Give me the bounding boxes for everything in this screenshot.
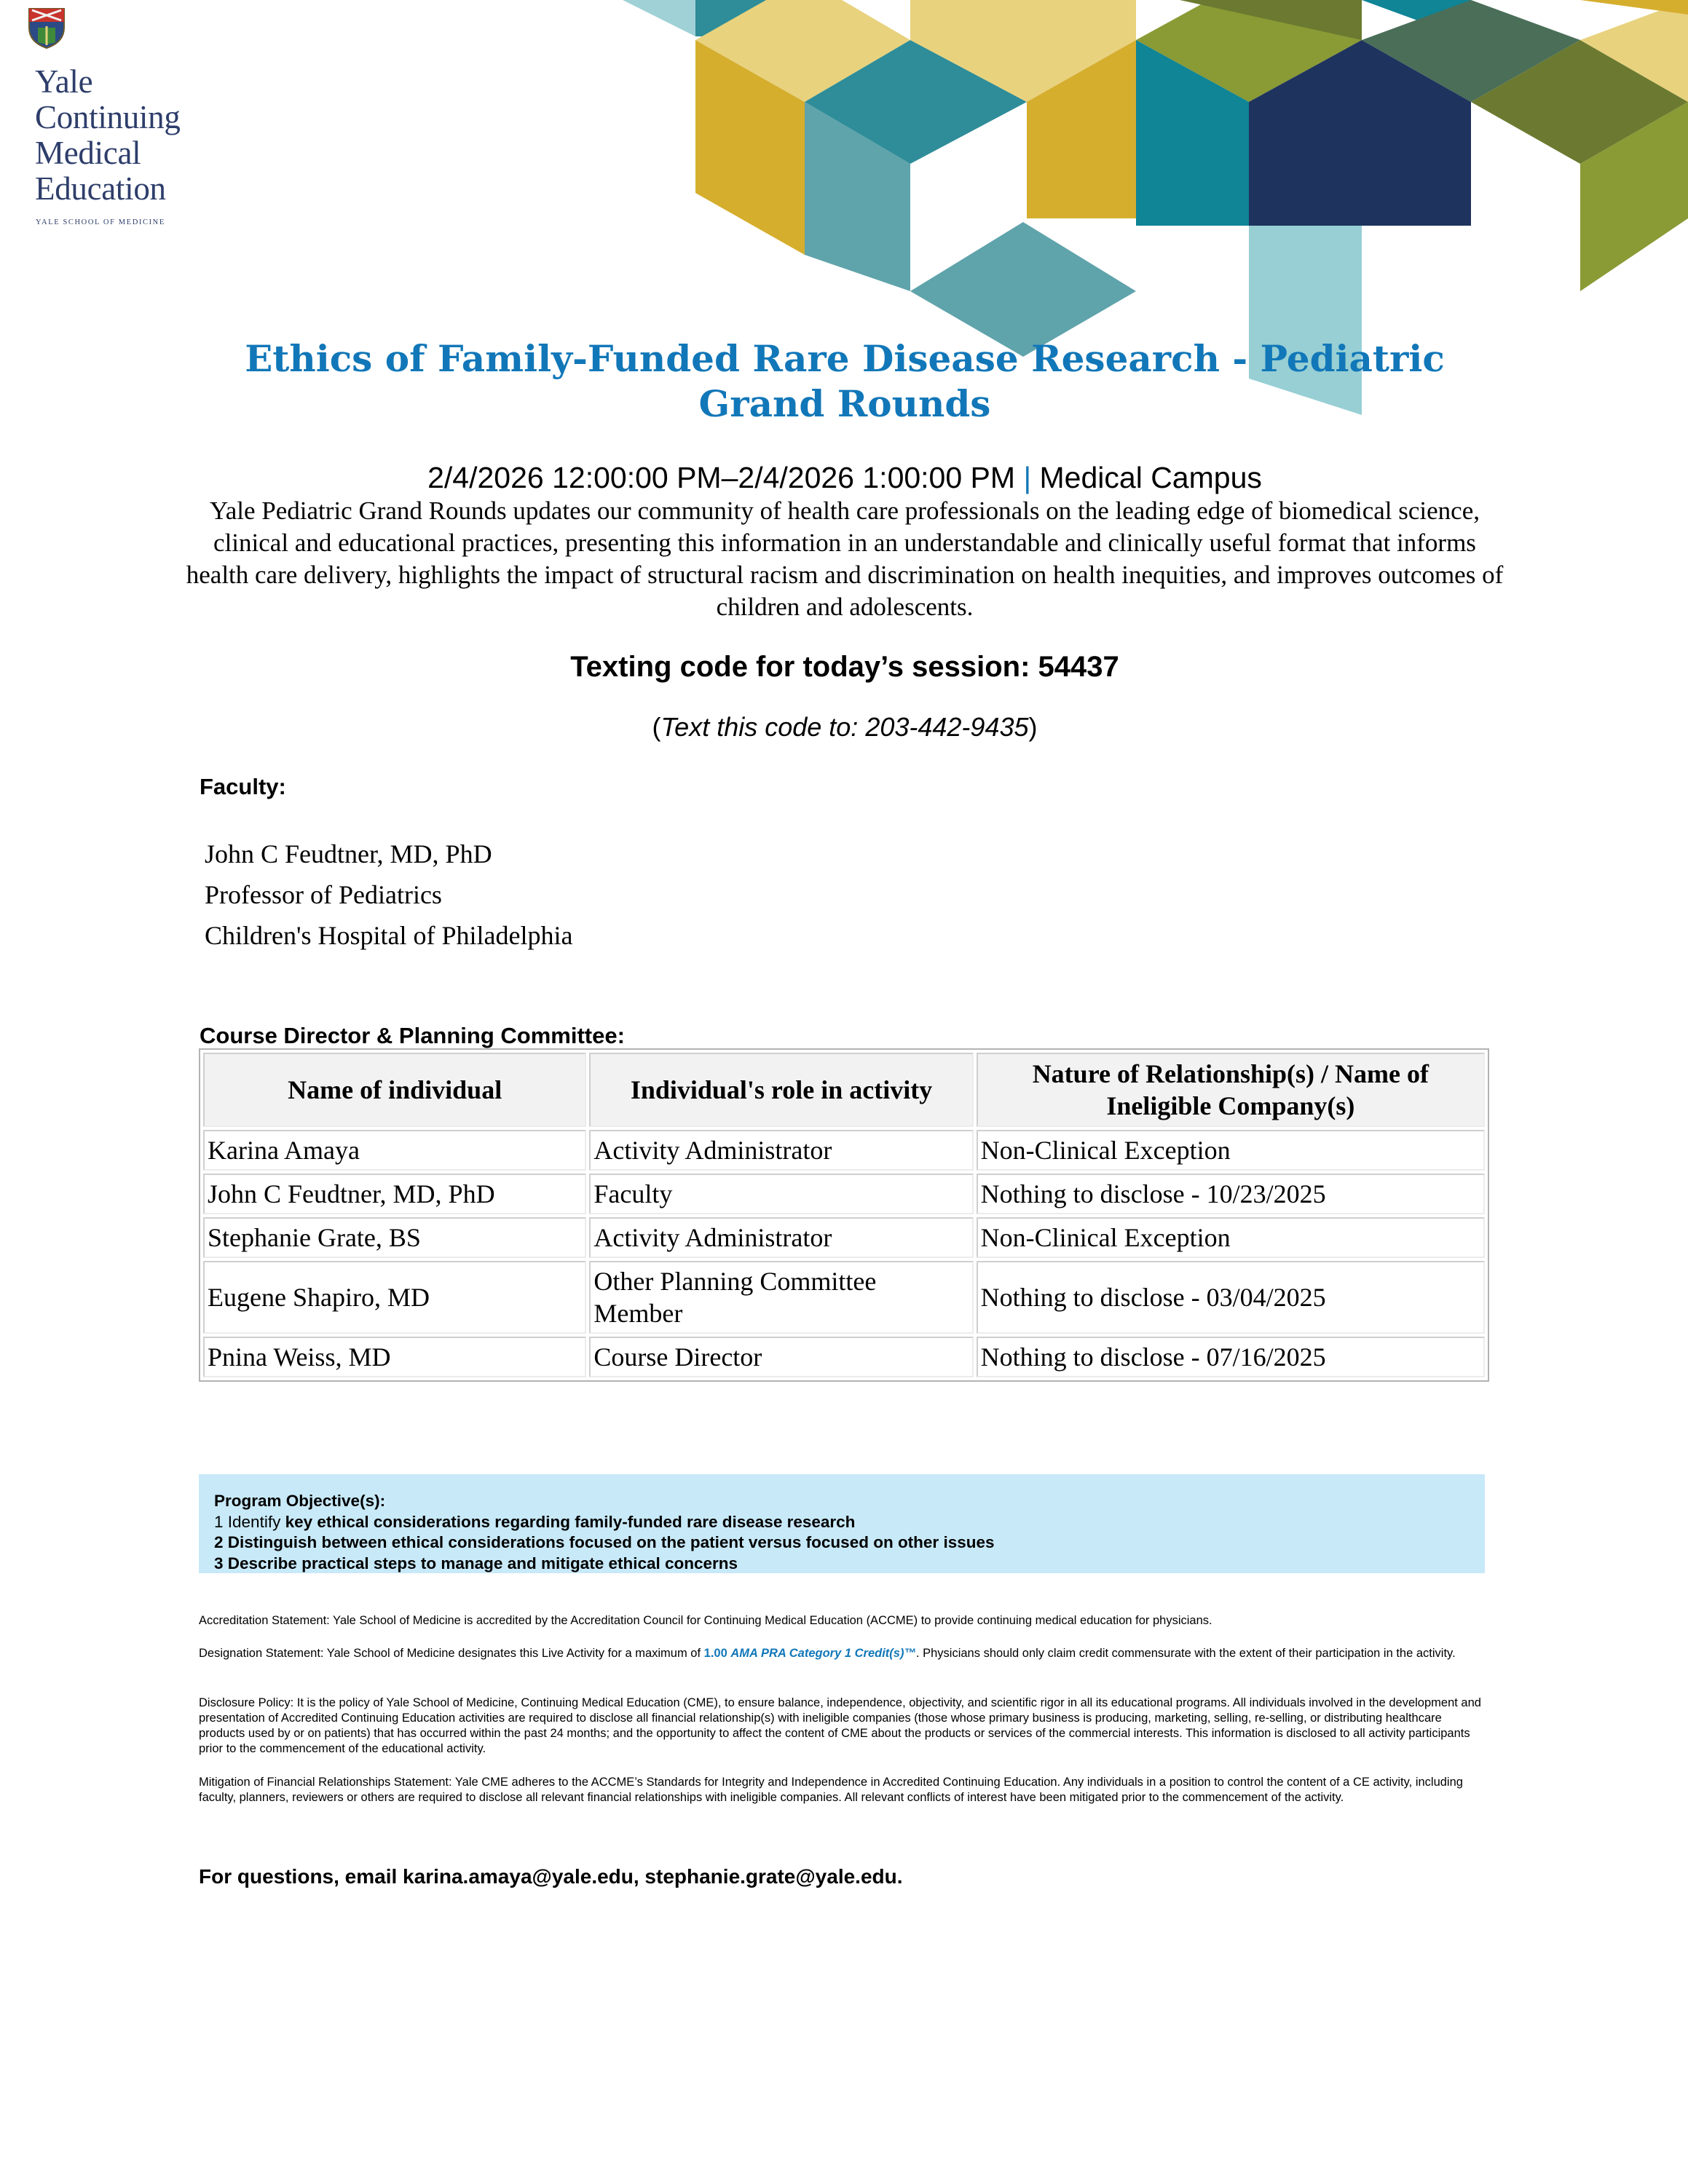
cell-name: John C Feudtner, MD, PhD [203,1174,586,1214]
cell-relationship: Non-Clinical Exception [977,1217,1485,1258]
cell-relationship: Nothing to disclose - 07/16/2025 [977,1337,1485,1377]
cell-role: Activity Administrator [589,1217,973,1258]
event-location: Medical Campus [1039,461,1262,494]
credit-number: 1.00 [703,1647,727,1660]
event-title: Ethics of Family-Funded Rare Disease Research - Pediatric Grand Rounds [245,337,1445,425]
objective-text: key ethical considerations regarding family-funded rare disease research [285,1512,856,1531]
column-header-relationship: Nature of Relationship(s) / Name of Ineligible Company(s) [977,1053,1485,1127]
event-datetime: 2/4/2026 12:00:00 PM–2/4/2026 1:00:00 PM [427,461,1016,494]
objective-verb: Identify [227,1512,281,1531]
faculty-institution: Children's Hospital of Philadelphia [205,921,573,950]
cell-role: Activity Administrator [589,1130,973,1171]
objective-number: 3 [214,1554,224,1572]
faculty-block [205,834,572,956]
text-instruction-line [182,711,1507,744]
designation-post: . Physicians should only claim credit commensurate with the extent of their participation in the activity. [915,1647,1456,1660]
disclosure-policy: Disclosure Policy: It is the policy of Yale School of Medicine, Continuing Medical Education (CME), to ensure balance, independence, objectivity, and scientific rigor in all its educational programs. All individuals involved in the development and presentation of Accredited Continuing Education activities are required to disclose all financial relationship(s) with ineligible companies (those whose primary business is producing, marketing, selling, re-selling, or distributing healthcare products used by or on patients) that has occurred within the past 24 months; and the opportunity to affect the content of CME about the products or services of the commercial interests. This information is disclosed to all activity participants prior to the commencement of the educational activity. [199,1696,1481,1755]
committee-table [199,1048,1489,1382]
objective-text: Distinguish between ethical considerations focused on the patient versus focused on other issues [227,1533,995,1551]
yale-cme-logo [28,7,217,233]
cell-name: Stephanie Grate, BS [203,1217,586,1258]
yale-shield-icon [28,7,66,50]
cell-relationship: Nothing to disclose - 03/04/2025 [977,1261,1485,1334]
paren-close: ) [1028,712,1038,742]
faculty-heading: Faculty: [200,774,286,799]
datetime-separator: | [1023,461,1032,494]
cell-name: Karina Amaya [203,1130,586,1171]
cell-role: Course Director [589,1337,973,1377]
cell-relationship: Nothing to disclose - 10/23/2025 [977,1174,1485,1214]
logo-line-3: Medical [35,135,141,171]
faculty-name: John C Feudtner, MD, PhD [205,839,492,869]
program-objectives-box [199,1474,1485,1573]
objective-item [214,1532,1470,1554]
committee-heading: Course Director & Planning Committee: [200,1023,625,1048]
logo-line-4: Education [35,170,166,207]
logo-line-2: Continuing [35,99,181,135]
table-header-row [203,1053,1485,1127]
table-row [203,1174,1485,1214]
designation-pre: Designation Statement: Yale School of Medicine designates this Live Activity for a maximum of [199,1647,701,1660]
objectives-heading: Program Objective(s): [214,1492,386,1510]
column-header-role: Individual's role in activity [589,1053,973,1127]
objective-item [214,1512,1470,1533]
cell-relationship: Non-Clinical Exception [977,1130,1485,1171]
paren-open: ( [652,712,661,742]
designation-statement [199,1646,1488,1661]
objective-number: 2 [214,1533,224,1551]
cell-role: Other Planning Committee Member [589,1261,973,1334]
cell-name: Eugene Shapiro, MD [203,1261,586,1334]
table-row [203,1337,1485,1377]
texting-code: Texting code for today’s session: 54437 [570,651,1119,683]
event-description: Yale Pediatric Grand Rounds updates our community of health care professionals on the leading edge of biomedical science, clinical and educational practices, presenting this information in an understandable and clinically useful format that informs health care delivery, highlights the impact of structural racism and discrimination on health inequities, and improves outcomes of children and adolescents. [186,496,1504,621]
objective-item [214,1554,1470,1575]
objective-text: Describe practical steps to manage and mitigate ethical concerns [227,1554,738,1572]
faculty-title: Professor of Pediatrics [205,880,442,909]
cell-role: Faculty [589,1174,973,1214]
contact-line: For questions, email karina.amaya@yale.edu, stephanie.grate@yale.edu. [199,1865,903,1888]
column-header-name: Name of individual [203,1053,586,1127]
credit-designation [704,1647,916,1660]
table-row [203,1130,1485,1171]
accreditation-statement: Accreditation Statement: Yale School of Medicine is accredited by the Accreditation Council for Continuing Medical Education (ACCME) to provide continuing medical education for physicians. [199,1614,1212,1627]
table-row [203,1217,1485,1258]
objective-number: 1 [214,1512,224,1531]
cell-name: Pnina Weiss, MD [203,1337,586,1377]
text-instruction: Text this code to: 203-442-9435 [660,712,1029,742]
mitigation-statement: Mitigation of Financial Relationships Statement: Yale CME adheres to the ACCME’s Standards for Integrity and Independence in Accredited Continuing Education. Any individuals in a position to control the content of a CE activity, including faculty, planners, reviewers or others are required to disclose all relevant financial relationships with ineligible companies. All relevant conflicts of interest have been mitigated prior to the commencement of the activity. [199,1776,1463,1804]
table-row [203,1261,1485,1334]
logo-line-1: Yale [35,63,93,100]
logo-subtitle: YALE SCHOOL OF MEDICINE [36,218,165,226]
event-datetime-line [182,459,1507,496]
credit-label: AMA PRA Category 1 Credit(s)™ [730,1647,916,1660]
